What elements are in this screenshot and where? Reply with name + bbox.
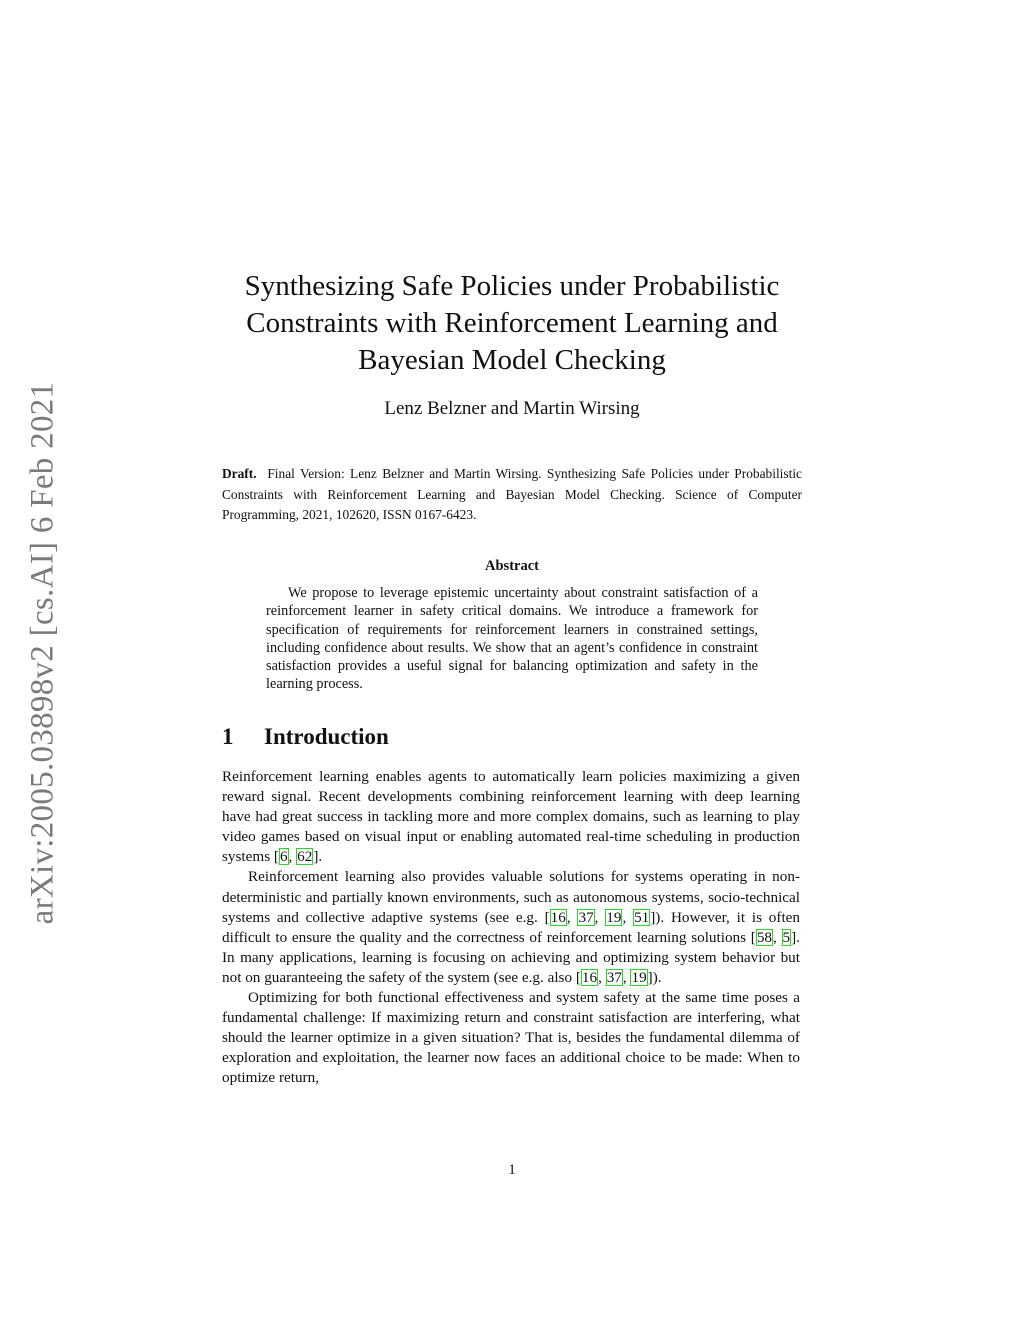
arxiv-stamp-text: arXiv:2005.03898v2 [cs.AI] 6 Feb 2021	[24, 381, 61, 925]
citation-separator: ,	[288, 848, 297, 866]
citation-link[interactable]: 19	[631, 968, 647, 986]
paragraph-2-text: Reinforcement learning also provides valuable solutions for systems operating in non-deterministic and partially known environments, such as autonomous systems, socio-technical systems and collective adaptive systems (see e.g. [	[222, 868, 800, 926]
citation-link[interactable]: 16	[550, 908, 566, 926]
citation-link[interactable]: 19	[606, 908, 622, 926]
citation-link[interactable]: 6	[279, 848, 288, 866]
abstract-heading: Abstract	[485, 558, 539, 574]
citation-separator: ,	[622, 968, 631, 986]
citation-separator: ,	[598, 968, 606, 986]
draft-note	[222, 464, 802, 526]
citation-separator: ,	[594, 908, 606, 926]
draft-text: Final Version: Lenz Belzner and Martin Wirsing. Synthesizing Safe Policies under Probabilistic Constraints with Reinforcement Learning and Bayesian Model Checking. Science of Computer Programming, 2021, 102620, ISSN 0167-6423.	[222, 466, 802, 522]
section-heading-introduction	[222, 724, 802, 750]
paragraph-1	[222, 767, 800, 867]
paragraph-2-text-end: ]).	[647, 968, 662, 986]
paper-authors: Lenz Belzner and Martin Wirsing	[384, 398, 640, 419]
paper-title: Synthesizing Safe Policies under Probabilistic Constraints with Reinforcement Learning and Bayesian Model Checking	[244, 270, 780, 376]
section-title: Introduction	[264, 724, 389, 749]
citation-link[interactable]: 62	[297, 848, 313, 866]
introduction-body	[222, 767, 800, 1089]
paragraph-1-text: Reinforcement learning enables agents to automatically learn policies maximizing a given reward signal. Recent developments combining reinforcement learning with deep learning have had great success in tackling more and more complex domains, such as learning to play video games based on visual input or enabling automated real-time scheduling in production systems [	[222, 768, 800, 866]
draft-label: Draft.	[222, 466, 257, 481]
citation-link[interactable]: 58	[756, 928, 773, 946]
citation-separator: ,	[773, 928, 782, 946]
citation-link[interactable]: 37	[578, 908, 594, 926]
citation-link[interactable]: 16	[581, 968, 598, 986]
paragraph-3: Optimizing for both functional effectiveness and system safety at the same time poses a fundamental challenge: If maximizing return and constraint satisfaction are interfering, what should the learner optimize in a given situation? That is, besides the fundamental dilemma of exploration and exploitation, the learner now faces an additional choice to be made: When to optimize return,	[222, 989, 800, 1087]
citation-link[interactable]: 5	[782, 928, 791, 946]
paragraph-1-text-end: ].	[313, 848, 323, 866]
section-number: 1	[222, 724, 234, 749]
paragraph-2-text: ]. In many applications, learning is focusing on achieving and optimizing system behavior but not on guaranteeing the safety of the system (see e.g. also [	[222, 928, 800, 986]
page-number: 1	[508, 1162, 516, 1178]
citation-separator: ,	[622, 908, 634, 926]
paragraph-2-text: ]). However, it is often difficult to ensure the quality and the correctness of reinforcement learning solutions [	[222, 908, 801, 946]
paragraph-2	[222, 867, 800, 988]
arxiv-identifier-stamp	[26, 378, 60, 928]
citation-link[interactable]: 51	[634, 908, 650, 926]
citation-link[interactable]: 37	[606, 968, 622, 986]
citation-separator: ,	[566, 908, 578, 926]
abstract-text: We propose to leverage epistemic uncertainty about constraint satisfaction of a reinforcement learner in safety critical domains. We introduce a framework for specification of requirements for reinforcement learners in constrained settings, including confidence about results. We show that an agent’s confidence in constraint satisfaction provides a useful signal for balancing optimization and safety in the learning process.	[266, 585, 758, 693]
